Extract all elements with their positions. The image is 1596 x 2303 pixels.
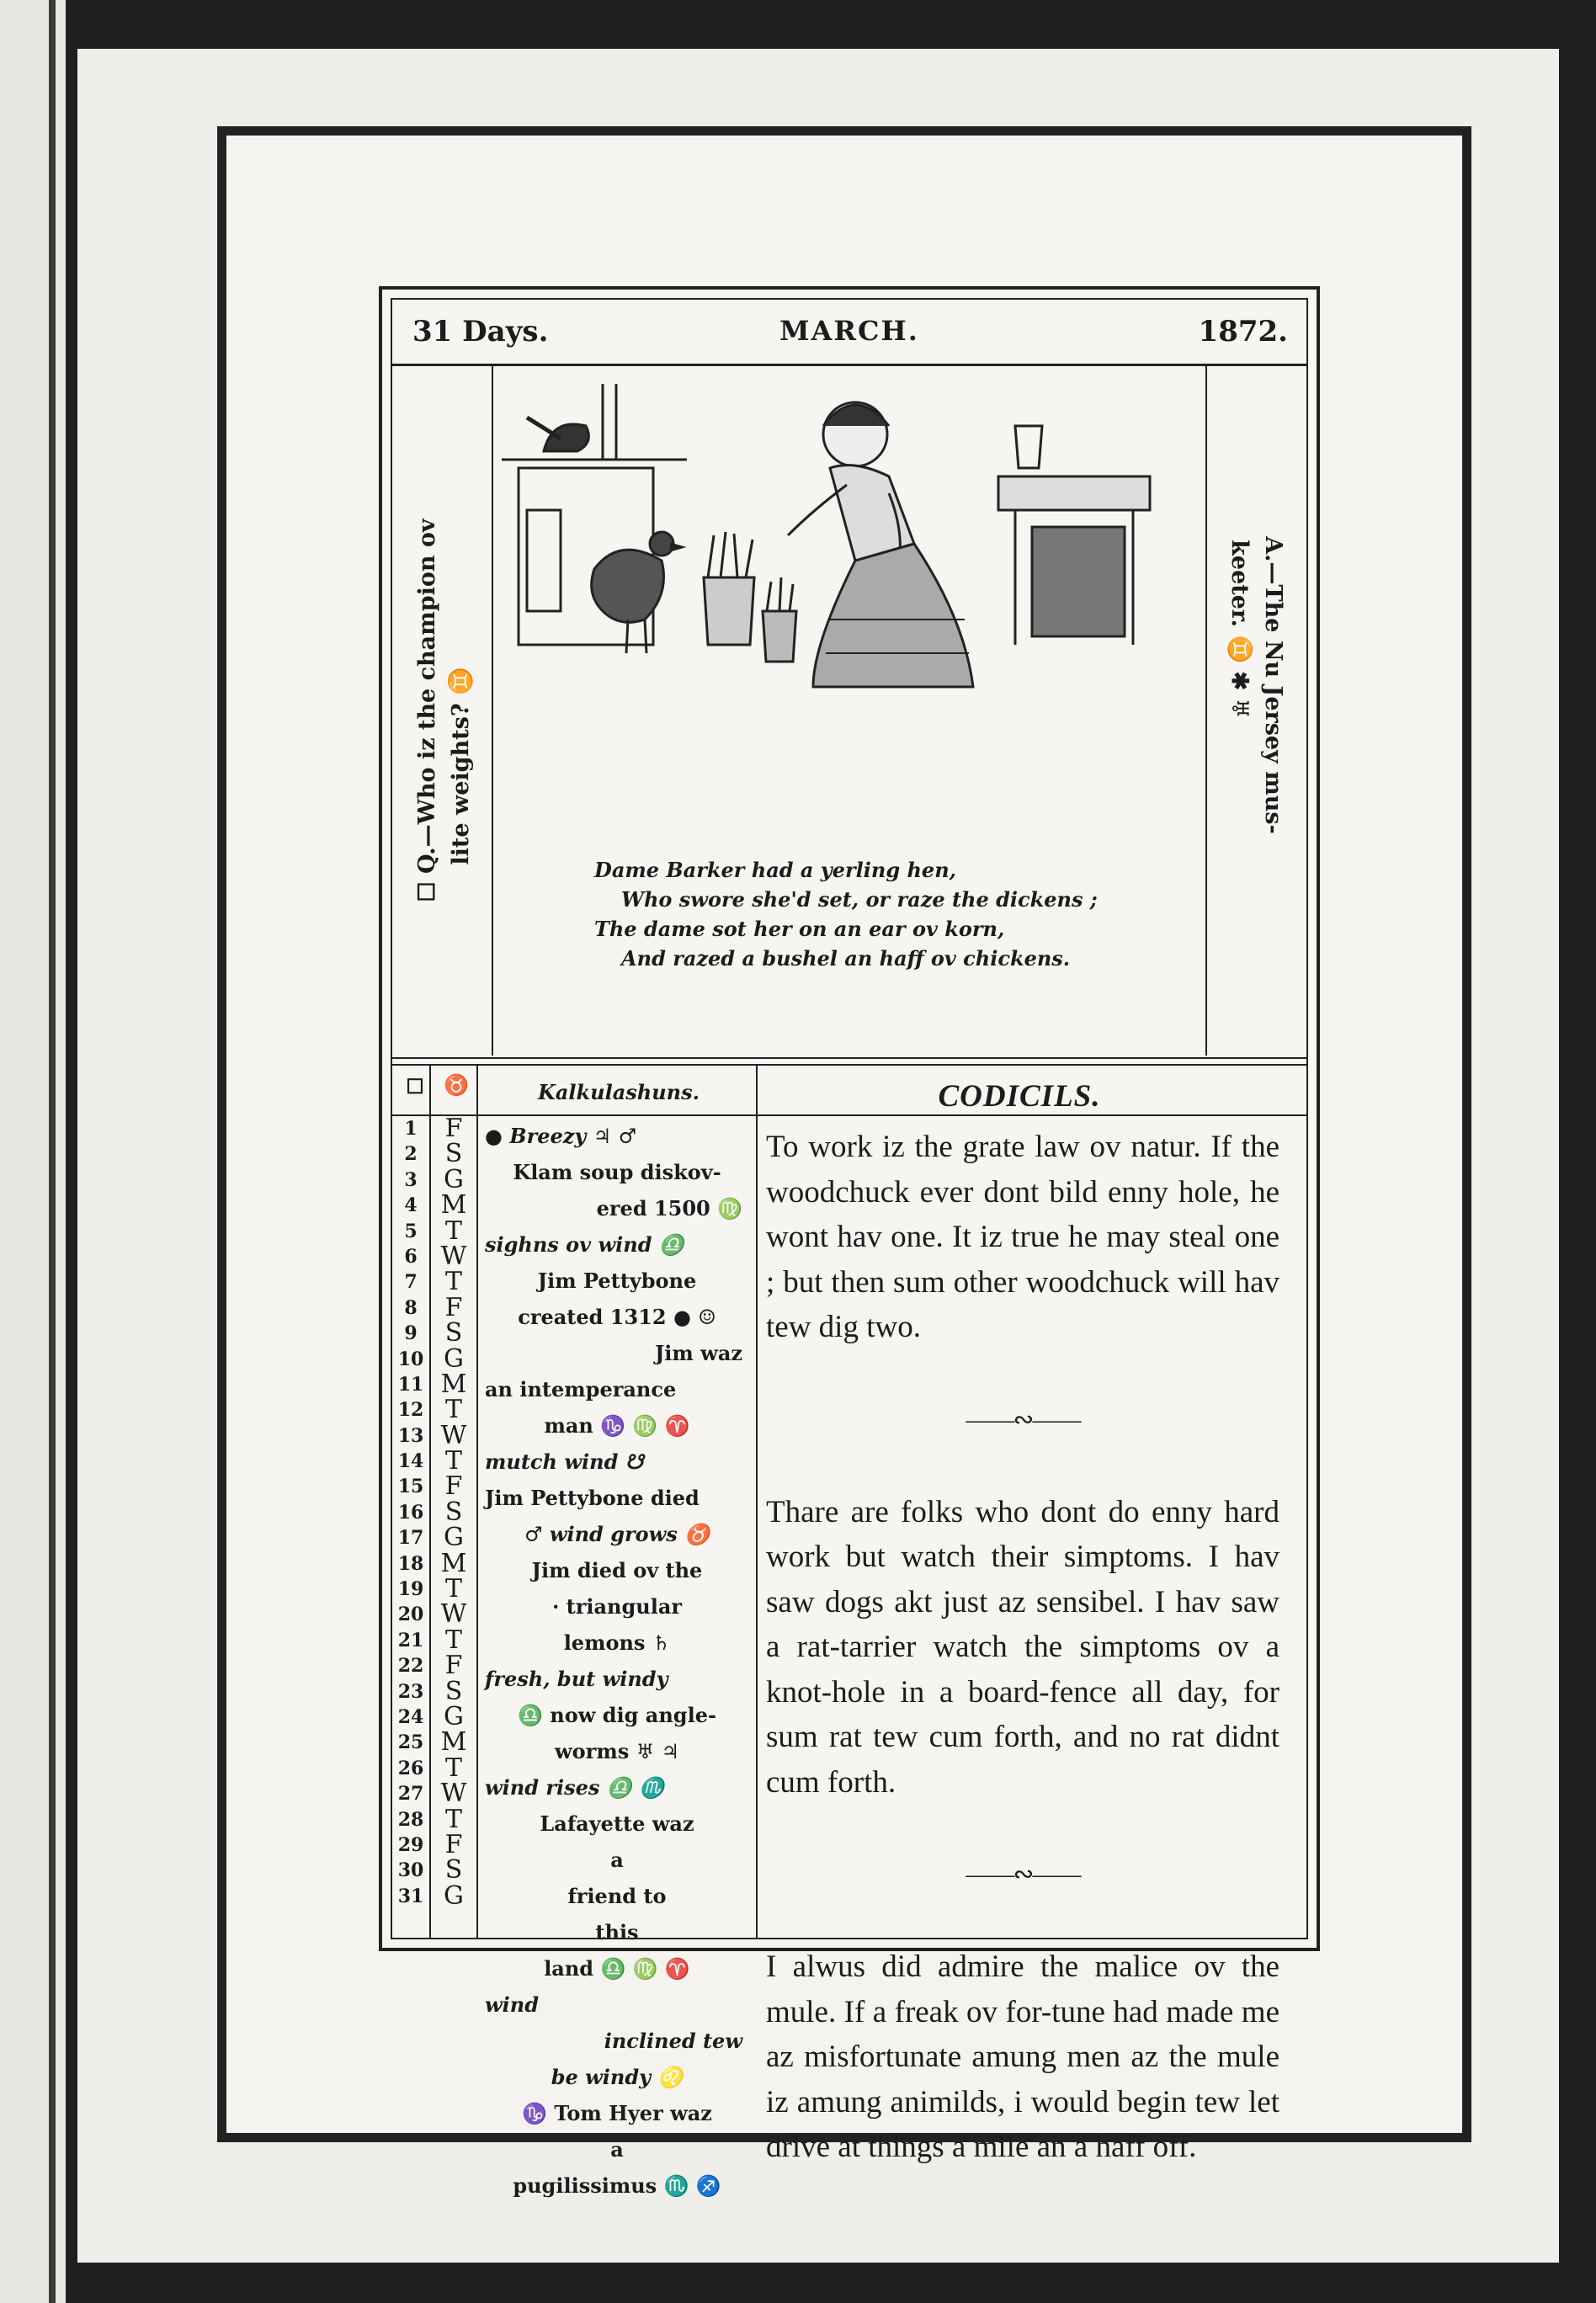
weekday-letter: T [444,1446,462,1476]
codicil-paragraph: To work iz the grate law ov natur. If the woodchuck ever dont bild enny hole, he wont hav one. It iz true he may steal one ; but then sum other woodchuck will hav tew dig two. [766,1130,1279,1344]
kal-line: man ♑ ♍ ♈ [544,1413,690,1438]
verse-line: Dame Barker had a yerling hen, [594,858,957,882]
day-number: 23 [397,1680,424,1703]
day-number: 10 [397,1348,424,1370]
kal-line: ♂ wind grows ♉ [524,1522,710,1546]
kal-line: worms ♅ ♃ [555,1739,679,1763]
weekday-letter: W [440,1241,467,1271]
kal-line: sighns ov wind ♎ [485,1232,684,1257]
day-number: 5 [404,1220,418,1242]
day-number: 15 [397,1476,424,1498]
day-number: 14 [397,1450,424,1473]
codicils-column [766,1125,1279,2170]
day-number: 26 [397,1757,424,1779]
kal-line: friend to [567,1884,667,1908]
ornament-divider: ——∾—— [966,1860,1080,1888]
weekday-letter: S [444,1318,463,1348]
weekday-letter: T [444,1753,462,1783]
day-number: 6 [404,1245,418,1268]
weekday-letter: F [444,1292,463,1322]
day-number: 28 [397,1808,424,1831]
weekday-letter: G [444,1880,464,1911]
kal-line: be windy ♌ [551,2065,684,2089]
verse-line: Who swore she'd set, or raze the dickens ; [621,887,1098,912]
day-number: 11 [397,1373,424,1396]
weekday-letter: T [444,1804,462,1834]
weekday-letter: W [440,1779,467,1809]
day-number: 19 [397,1578,424,1601]
day-number: 30 [397,1859,424,1882]
weekday-letter: G [444,1701,464,1731]
kal-line: wind [485,1992,540,2017]
question-column [392,365,493,1056]
weekday-letter: T [444,1215,462,1246]
day-number: 25 [397,1731,424,1754]
day-number: 31 [397,1885,424,1907]
day-number: 7 [404,1271,418,1294]
kal-line: · triangular [551,1594,683,1619]
kal-line: wind rises ♎ ♏ [485,1775,664,1800]
kal-line: Jim died ov the [531,1558,703,1582]
weekday-column-header: ♉ [444,1072,469,1097]
day-number: 9 [404,1322,418,1345]
kal-line: ♎ now dig angle- [518,1703,716,1727]
weekday-letter: S [444,1139,463,1169]
kal-line: Lafayette waz [540,1811,694,1836]
woodcut-illustration [493,367,1205,855]
kal-line: inclined tew [604,2029,742,2053]
day-number: 20 [397,1604,424,1626]
day-number: 8 [404,1296,418,1319]
weekday-letter: W [440,1599,467,1630]
weekday-letter: T [444,1574,462,1604]
day-number: 24 [397,1705,424,1728]
kal-line: Jim waz [654,1341,742,1365]
weekday-letter: F [444,1651,463,1681]
codicil-paragraph: I alwus did admire the malice ov the mule. If a freak ov for-tune had made me az misfortunate amung men az the mule iz amung animilds, i would begin tew let drive at things a mile an a haff off. [766,1949,1279,2164]
page-header [392,300,1306,366]
day-number: 17 [397,1527,424,1550]
weekday-letter: S [444,1676,463,1706]
year: 1872. [1198,315,1288,348]
weekday-letter: S [444,1855,463,1885]
kal-line: ♑ Tom Hyer waz [522,2101,712,2125]
ornament-divider: ——∾—— [966,1405,1080,1433]
day-number: 4 [404,1194,418,1217]
day-number: 29 [397,1833,424,1856]
weekday-letter: G [444,1523,464,1553]
day-number: 13 [397,1424,424,1447]
weekday-letter: W [440,1420,467,1450]
weekday-letter: M [440,1727,467,1758]
weekday-letter: F [444,1829,463,1859]
kal-line: this [595,1920,639,1944]
day-number-column [392,1116,429,1909]
answer-column [1205,365,1306,1056]
codicils-header: CODICILS. [938,1079,1101,1114]
weekday-letter: S [444,1497,463,1527]
almanac-page [379,286,1320,2198]
kal-line: created 1312 ● ☺ [518,1305,716,1329]
verse-line: And razed a bushel an haff ov chickens. [621,946,1071,971]
day-number: 3 [404,1168,418,1191]
left-page-edge [0,0,66,2303]
day-number: 27 [397,1783,424,1806]
kal-line: fresh, but windy [485,1667,668,1691]
weekday-letter: M [440,1369,467,1399]
codicil-paragraph: Thare are folks who dont do enny hard work but watch their simptoms. I hav saw dogs akt just az sensibel. I hav saw a rat-tarrier watch the simptoms ov a knot-hole in a board-fence all day, for sum rat tew cum forth, and no rat didnt cum forth. [766,1494,1279,1800]
kal-line: mutch wind ☋ [485,1449,644,1474]
verse-line: The dame sot her on an ear ov korn, [594,917,1005,941]
kalkulashuns-column [480,1118,754,2204]
day-number: 18 [397,1552,424,1575]
day-number: 1 [404,1118,418,1140]
weekday-letter: G [444,1343,464,1374]
kal-line: ered 1500 ♍ [596,1196,742,1221]
weekday-letter: T [444,1625,462,1655]
question-text: ☐ Q.—Who iz the champion ov lite weights? ♊ [414,519,474,902]
weekday-letter: F [444,1471,463,1502]
day-number: 2 [404,1143,418,1166]
weekday-letter: G [444,1164,464,1194]
kal-line: an intemperance [485,1377,677,1401]
day-column-header: ☐ [406,1074,424,1098]
weekday-column [431,1116,476,1909]
kal-line: a [610,2137,624,2162]
kal-line: Jim Pettybone [537,1269,697,1293]
kal-line: lemons ♄ [563,1630,671,1655]
kal-line: ● Breezy ♃ ♂ [485,1124,637,1148]
weekday-letter: M [440,1548,467,1578]
day-number: 16 [397,1501,424,1524]
day-number: 22 [397,1655,424,1678]
weekday-letter: T [444,1395,462,1425]
day-number: 12 [397,1399,424,1422]
day-number: 21 [397,1629,424,1651]
verse [493,855,1205,973]
kal-line: pugilissimus ♏ ♐ [513,2173,721,2198]
kal-line: land ♎ ♍ ♈ [544,1956,690,1981]
kal-line: Klam soup diskov- [513,1160,721,1184]
weekday-letter: T [444,1267,462,1297]
weekday-letter: M [440,1190,467,1221]
month-title: MARCH. [779,315,919,347]
answer-text: A.—The Nu Jersey mus- keeter. ♊ ✱ ♅ [1226,536,1286,834]
kal-line: a [610,1848,624,1872]
weekday-letter: F [444,1114,463,1143]
days-count: 31 Days. [412,315,549,348]
kal-line: Jim Pettybone died [485,1486,700,1510]
kalkulashuns-header: Kalkulashuns. [538,1080,700,1104]
